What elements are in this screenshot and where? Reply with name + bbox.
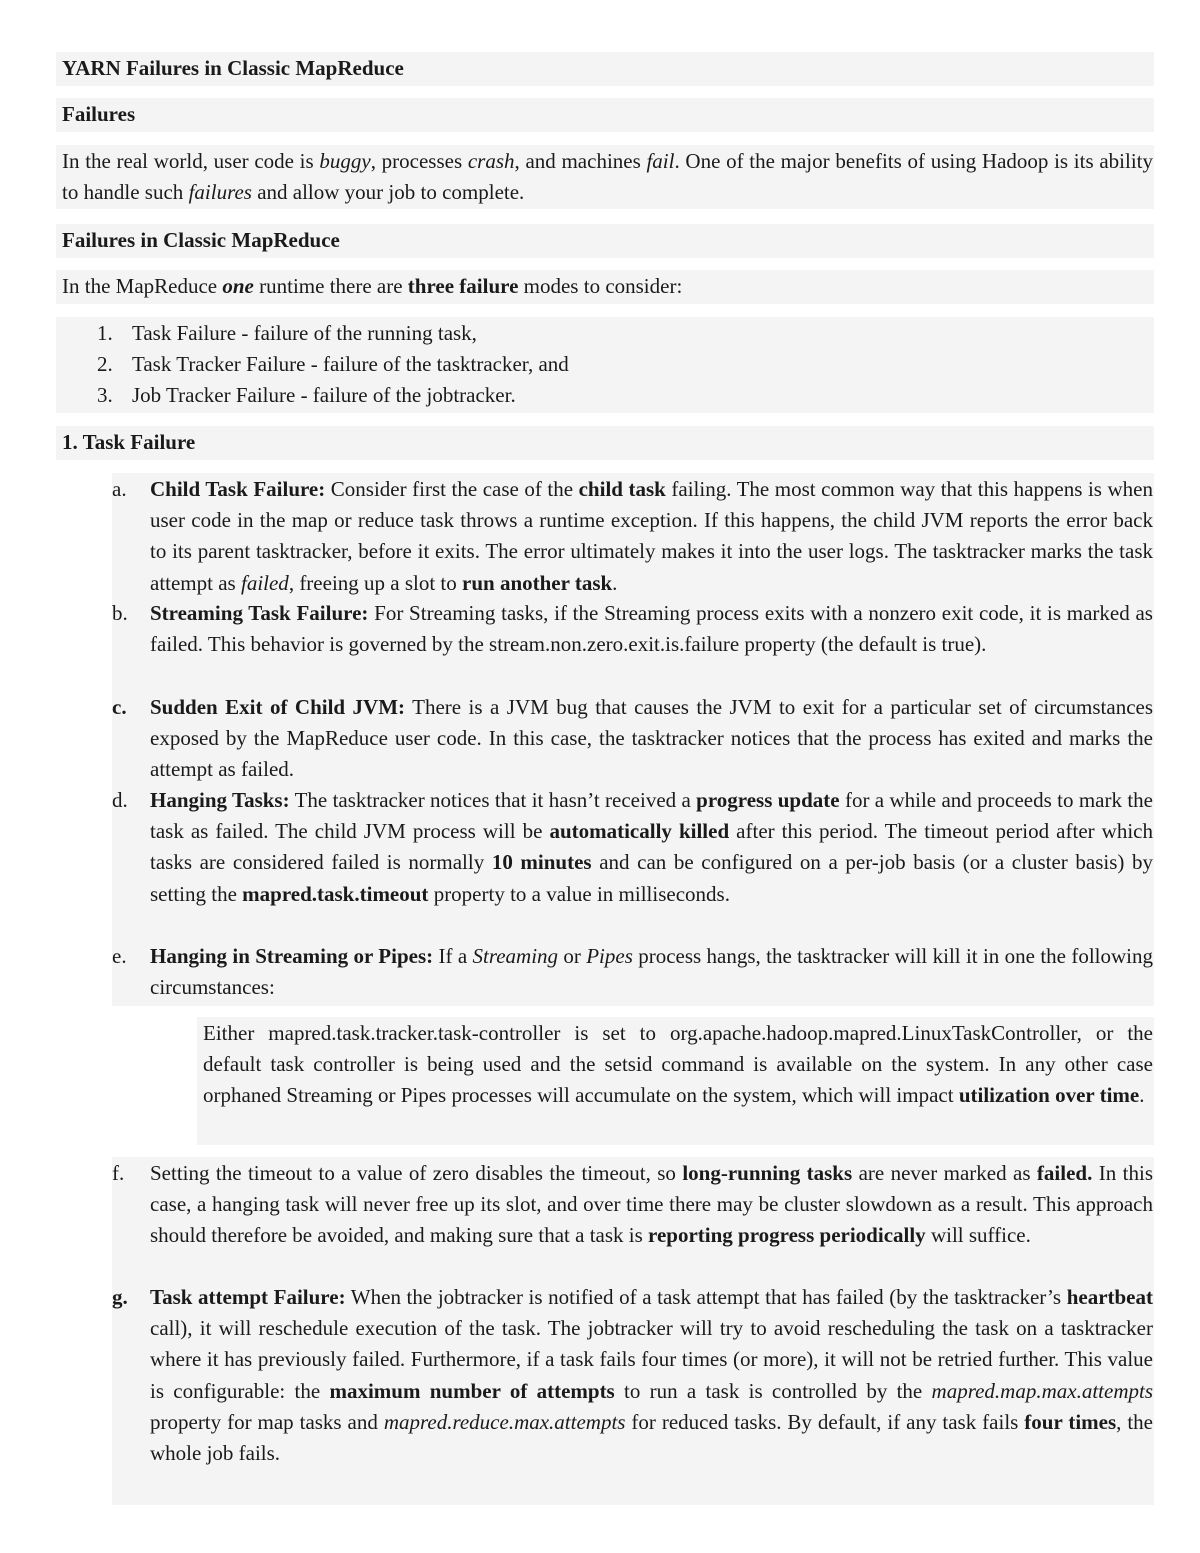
classic-intro: In the MapReduce one runtime there are three failure modes to consider: [62,274,683,298]
item-hanging-tasks: Hanging Tasks: The tasktracker notices that it hasn’t received a progress update for a while and proceeds to mark the task as failed. The child JVM process will be automatically killed after this period. The timeout period after which tasks are considered failed is normally 10 minutes and can be configured on a per-job basis (or a cluster basis) by setting the mapred.task.timeout property to a value in milliseconds. [150,788,1153,906]
classic-heading: Failures in Classic MapReduce [62,228,340,252]
item-sudden-exit: Sudden Exit of Child JVM: There is a JVM bug that causes the JVM to exit for a particular set of circumstances exposed by the MapReduce user code. In this case, the tasktracker notices that the process has exited and marks the attempt as failed. [150,695,1154,782]
mode-number: 2. [97,352,113,376]
item-task-attempt-failure: Task attempt Failure: When the jobtracker is notified of a task attempt that has failed (by the tasktracker’s heartbeat call), it will reschedule execution of the task. The jobtracker will try to avoid rescheduling the task on a tasktracker where it has previously failed. Furthermore, if a task fails four times (or more), it will not be retried further. This value is configurable: the maximum number of attempts to run a task is controlled by the mapred.map.max.attempts property for map tasks and mapred.reduce.max.attempts for reduced tasks. By default, if any task fails four times, the whole job fails. [150,1285,1154,1466]
task-failure-heading: 1. Task Failure [62,430,196,454]
failures-heading: Failures [62,102,136,126]
item-e-indented-block: Either mapred.task.tracker.task-controller is set to org.apache.hadoop.mapred.LinuxTaskController, or the default task controller is being used and the setsid command is available on the system. In any other case orphaned Streaming or Pipes processes will accumulate on the system, which will impact utilization over time. [203,1021,1153,1108]
item-marker-a: a. [112,477,127,501]
item-marker-d: d. [112,788,128,812]
page-title: YARN Failures in Classic MapReduce [62,56,404,80]
item-timeout-zero: Setting the timeout to a value of zero disables the timeout, so long-running tasks are never marked as failed. In this case, a hanging task will never free up its slot, and over time there may be cluster slowdown as a result. This approach should therefore be avoided, and making sure that a task is reporting progress periodically will suffice. [150,1161,1153,1248]
item-marker-g: g. [112,1285,128,1309]
item-marker-e: e. [112,944,127,968]
item-marker-c: c. [112,695,127,719]
mode-number: 3. [97,383,113,407]
mode-text: Task Tracker Failure - failure of the tasktracker, and [132,352,569,376]
mode-text: Job Tracker Failure - failure of the jobtracker. [132,383,516,407]
item-hanging-streaming-pipes: Hanging in Streaming or Pipes: If a Streaming or Pipes process hangs, the tasktracker will kill it in one the following circumstances: [150,944,1153,1000]
mode-text: Task Failure - failure of the running task, [132,321,477,345]
item-child-task-failure: Child Task Failure: Consider first the case of the child task failing. The most common way that this happens is when user code in the map or reduce task throws a runtime exception. If this happens, the child JVM reports the error back to its parent tasktracker, before it exits. The error ultimately makes it into the user logs. The tasktracker marks the task attempt as failed, freeing up a slot to run another task. [150,477,1153,595]
item-marker-f: f. [112,1161,125,1185]
mode-number: 1. [97,321,113,345]
item-streaming-task-failure: Streaming Task Failure: For Streaming tasks, if the Streaming process exits with a nonzero exit code, it is marked as failed. This behavior is governed by the stream.non.zero.exit.is.failure property (the default is true). [150,601,1153,657]
failures-paragraph: In the real world, user code is buggy, processes crash, and machines fail. One of the major benefits of using Hadoop is its ability to handle such failures and allow your job to complete. [62,149,1153,205]
item-marker-b: b. [112,601,128,625]
